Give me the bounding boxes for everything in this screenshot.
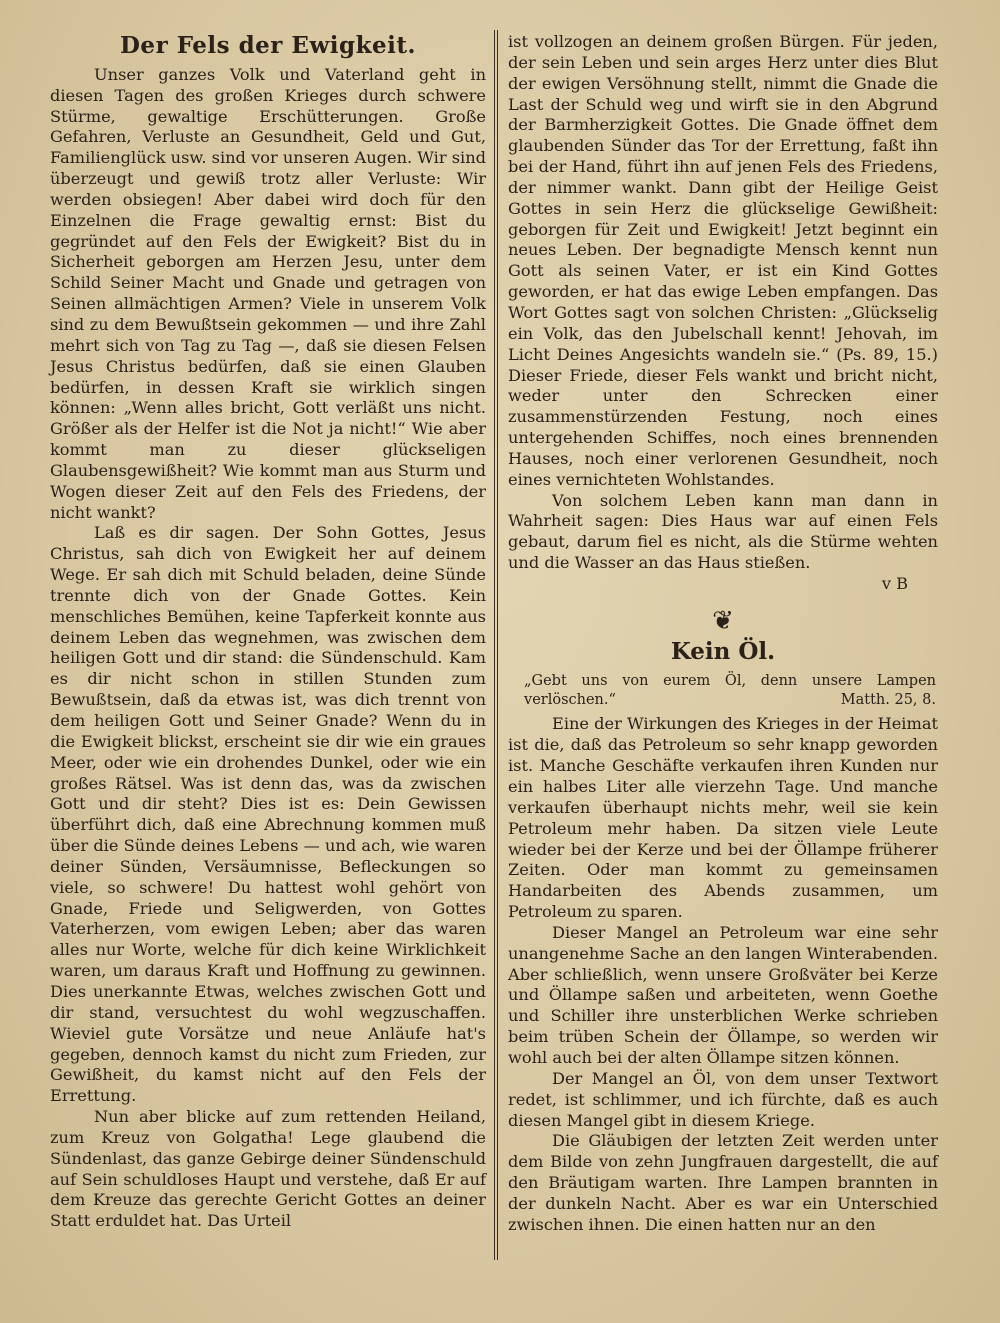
author-signature: v B bbox=[881, 573, 908, 593]
column-divider bbox=[494, 30, 495, 1260]
left-column bbox=[50, 30, 486, 1232]
article-title: Der Fels der Ewigkeit. bbox=[119, 32, 417, 59]
motto bbox=[524, 672, 936, 710]
article-paragraph: Die Gläubigen der letzten Zeit werden unter dem Bilde von zehn Jungfrauen dargestellt, die auf den Bräutigam warten. Ihre Lampen brannten in der dunkeln Nacht. Aber es war ein Unterschied zwischen ihnen. Die einen hatten nur an den bbox=[508, 1131, 938, 1234]
right-column bbox=[508, 32, 938, 1236]
article-title: Kein Öl. bbox=[670, 637, 776, 665]
article-paragraph: ist vollzogen an deinem großen Bürgen. Für jeden, der sein Leben und sein arges Herz unter dies Blut der ewigen Versöhnung stellt, nimmt die Gnade die Last der Schuld weg und wirft sie in den Abgrund der Barmherzigkeit Gottes. Die Gnade öffnet dem glaubenden Sünder das Tor der Errettung, faßt ihn bei der Hand, führt ihn auf jenen Fels des Friedens, der nimmer wankt. Dann gibt der Heilige Geist Gottes in sein Herz die glückselige Gewißheit: geborgen für Zeit und Ewigkeit! Jetzt beginnt ein neues Leben. Der begnadigte Mensch kennt nun Gott als seinen Vater, er ist ein Kind Gottes geworden, er hat das ewige Leben empfangen. Das Wort Gottes sagt von solchen Christen: „Glückselig ein Volk, das den Jubelschall kennt! Jehovah, im Licht Deines Angesichts wandeln sie.“ (Ps. 89, 15.) Dieser Friede, dieser Fels wankt und bricht nicht, weder unter den Schrecken einer zusammenstürzenden Festung, noch eines untergehenden Schiffes, noch eines brennenden Hauses, noch einer verlorenen Gesundheit, noch eines vernichteten Wohlstandes. bbox=[508, 32, 938, 489]
article-paragraph: Eine der Wirkungen des Krieges in der Heimat ist die, daß das Petroleum so sehr knapp geworden ist. Manche Geschäfte verkaufen ihren Kunden nur ein halbes Liter alle vierzehn Tage. Und manche verkaufen überhaupt nichts mehr, weil sie kein Petroleum mehr haben. Da sitzen viele Leute wieder bei der Kerze und bei der Öllampe früherer Zeiten. Oder man kommt zu gemeinsamen Handarbeiten des Abends zusammen, um Petroleum zu sparen. bbox=[508, 714, 938, 922]
fleuron-icon: ❦ bbox=[712, 605, 734, 636]
motto-text: „Gebt uns von eurem Öl, denn unsere Lampen verlöschen.“ bbox=[524, 673, 936, 709]
article-paragraph: Der Mangel an Öl, von dem unser Textwort redet, ist schlimmer, und ich fürchte, daß es auch diesen Mangel gibt in diesem Kriege. bbox=[508, 1068, 938, 1130]
article-paragraph: Unser ganzes Volk und Vaterland geht in diesen Tagen des großen Krieges durch schwere Stürme, gewaltige Erschütterungen. Große Gefahren, Verluste an Gesundheit, Geld und Gut, Familienglück usw. sind vor unseren Augen. Wir sind überzeugt und gewiß trotz aller Verluste: Wir werden obsiegen! Aber dabei wird doch für den Einzelnen die Frage gewaltig ernst: Bist du gegründet auf den Fels der Ewigkeit? Bist du in Sicherheit geborgen am Herzen Jesu, unter dem Schild Seiner Macht und Gnade und getragen von Seinen allmächtigen Armen? Viele in unserem Volk sind zu dem Bewußtsein gekommen — und ihre Zahl mehrt sich von Tag zu Tag —, daß sie diesen Felsen Jesus Christus bedürfen, daß sie einen Glauben bedürfen, in dessen Kraft sie wirklich singen können: „Wenn alles bricht, Gott verläßt uns nicht. Größer als der Helfer ist die Not ja nicht!“ Wie aber kommt man zu dieser glückseligen Glaubensgewißheit? Wie kommt man aus Sturm und Wogen dieser Zeit auf den Fels des Friedens, der nicht wankt? bbox=[50, 64, 486, 522]
column-divider bbox=[497, 30, 498, 1260]
motto-reference: Matth. 25, 8. bbox=[840, 692, 936, 709]
article-paragraph: Laß es dir sagen. Der Sohn Gottes, Jesus Christus, sah dich von Ewigkeit her auf deinem Wege. Er sah dich mit Schuld beladen, deine Sünde trennte dich von der Gnade Gottes. Kein menschliches Bemühen, keine Tapferkeit konnte aus deinem Leben das wegnehmen, was zwischen dem heiligen Gott und dir stand: die Sündenschuld. Kam es dir nicht schon in stillen Stunden zum Bewußtsein, daß da etwas ist, was dich trennt von dem heiligen Gott und Seiner Gnade? Wenn du in die Ewigkeit blickst, erscheint sie dir wie ein graues Meer, oder wie ein drohendes Dunkel, oder wie ein großes Rätsel. Was ist denn das, was da zwischen Gott und dir steht? Dies ist es: Dein Gewissen überführt dich, daß eine Abrechnung kommen muß über die Sünde deines Lebens — und ach, wie waren deiner Sünden, Versäumnisse, Befleckungen so viele, so schwere! Du hattest wohl gehört von Gnade, Friede und Seligwerden, von Gottes Vaterherzen, vom ewigen Leben; aber das waren alles nur Worte, welche für dich keine Wirklichkeit waren, um daraus Kraft und Hoffnung zu gewinnen. Dies unerkannte Etwas, welches zwischen Gott und dir stand, versuchtest du wohl wegzuschaffen. Wieviel gute Vorsätze und neue Anläufe hat's gegeben, dennoch kamst du nicht zum Frieden, zur Gewißheit, du kamst nicht auf den Fels der Errettung. bbox=[50, 523, 486, 1106]
article-paragraph: Dieser Mangel an Petroleum war eine sehr unangenehme Sache an den langen Winterabenden. Aber schließlich, wenn unsere Großväter bei Kerze und Öllampe saßen und arbeiteten, wenn Goethe und Schiller ihre unsterblichen Werke schrieben beim trüben Schein der Öllampe, so werden wir wohl auch bei der alten Öllampe sitzen können. bbox=[508, 922, 938, 1067]
article-paragraph: Von solchem Leben kann man dann in Wahrheit sagen: Dies Haus war auf einen Fels gebaut, darum fiel es nicht, als die Stürme wehten und die Wasser an das Haus stießen. bbox=[508, 490, 938, 573]
article-paragraph: Nun aber blicke auf zum rettenden Heiland, zum Kreuz von Golgatha! Lege glaubend die Sündenlast, das ganze Gebirge deiner Sündenschuld auf Sein schuldloses Haupt und verstehe, daß Er auf dem Kreuze das gerechte Gericht Gottes an deiner Statt erduldet hat. Das Urteil bbox=[50, 1107, 486, 1231]
